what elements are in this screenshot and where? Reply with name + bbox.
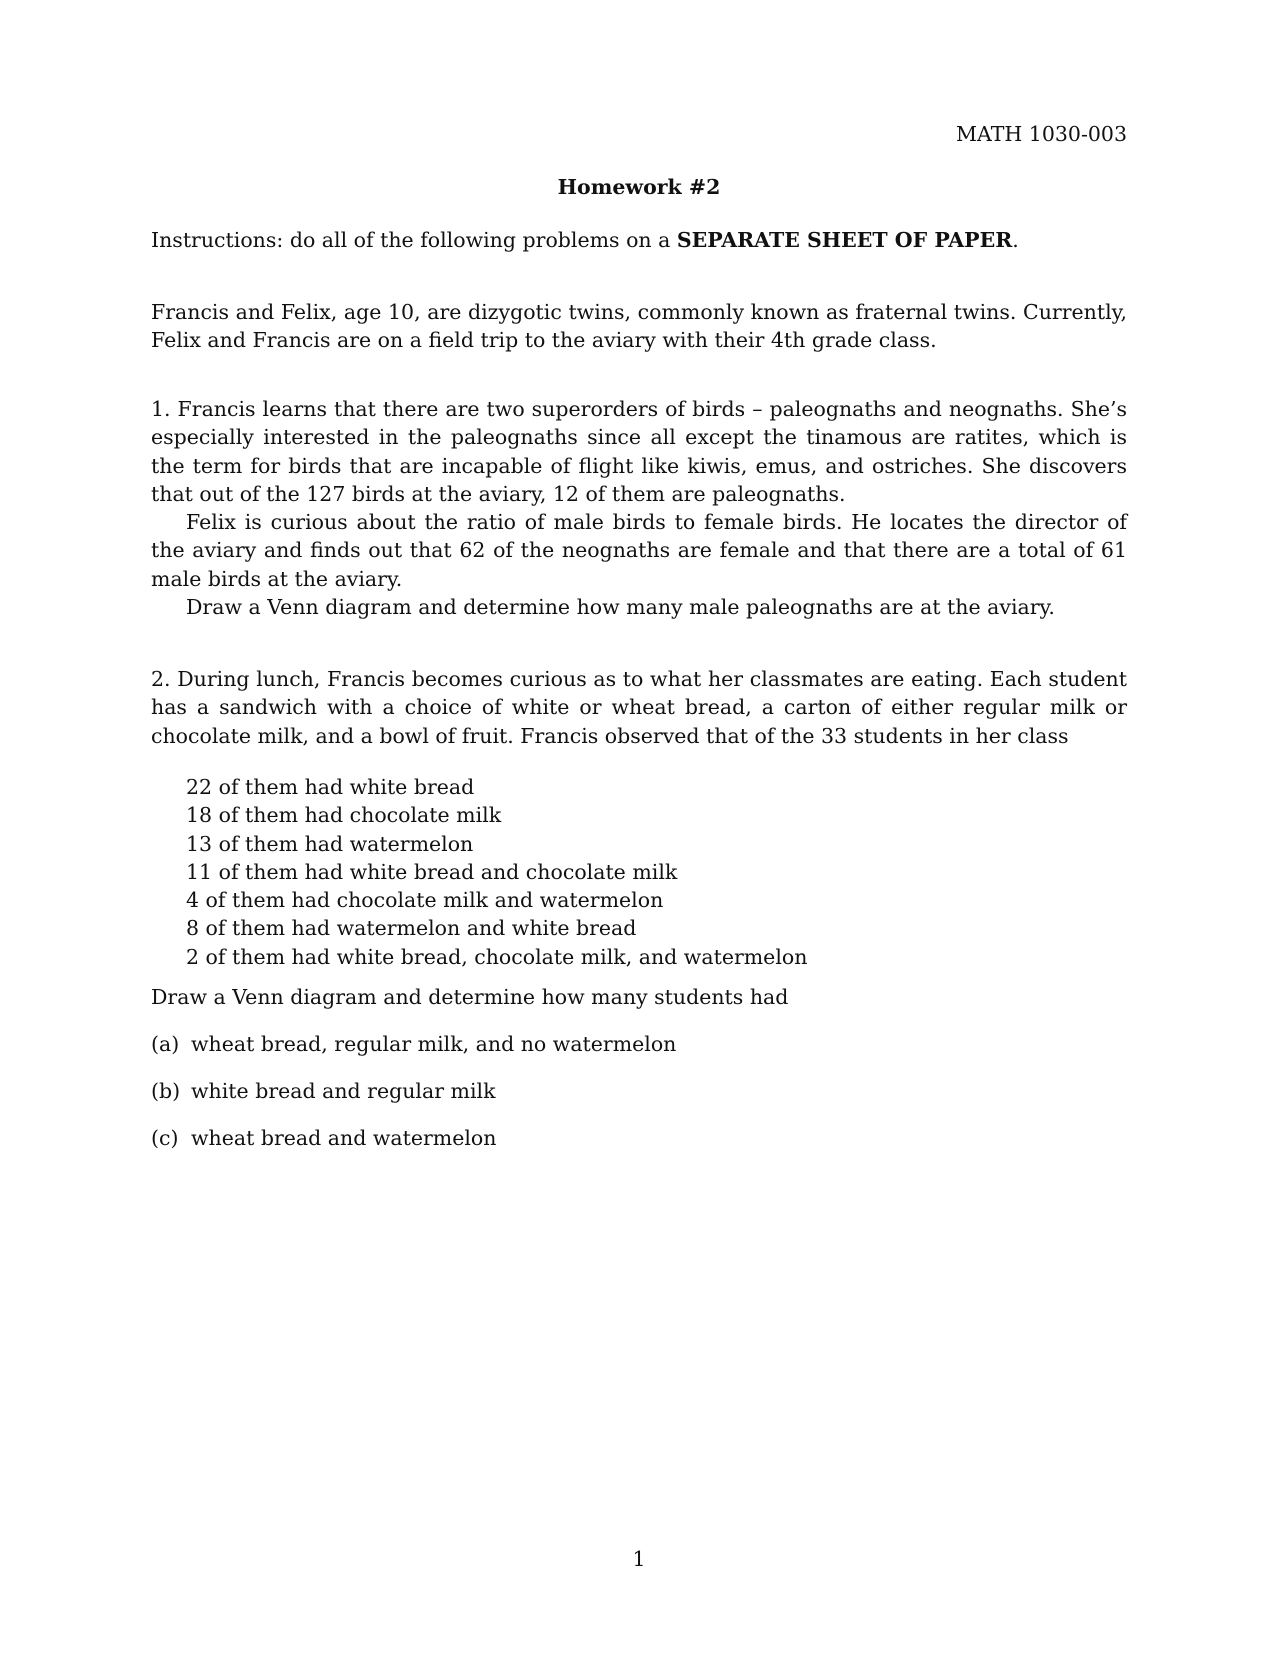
part-text: wheat bread and watermelon	[191, 1126, 497, 1150]
instructions-suffix: .	[1012, 228, 1019, 252]
fact-item: 13 of them had watermelon	[186, 831, 474, 856]
problem-1	[151, 395, 1127, 621]
problem-2-parts	[151, 1030, 676, 1171]
fact-item: 18 of them had chocolate milk	[186, 803, 502, 828]
homework-page	[151, 0, 1127, 1656]
fact-item: 8 of them had watermelon and white bread	[186, 916, 637, 941]
instructions-emphasis: SEPARATE SHEET OF PAPER	[676, 228, 1013, 252]
problem-2-facts	[186, 773, 807, 971]
page-number: 1	[632, 1547, 646, 1571]
part-item-b	[151, 1077, 676, 1124]
fact-item: 11 of them had white bread and chocolate milk	[186, 859, 678, 884]
part-label: (a)	[151, 1032, 180, 1056]
problem-2-intro: 2. During lunch, Francis becomes curious as to what her classmates are eating. Each student has a sandwich with a choice of white or wheat bread, a carton of either regular milk or chocolate milk, and a bowl of fruit. Francis observed that of the 33 students in her class	[151, 667, 1127, 748]
course-code: MATH 1030-003	[956, 122, 1127, 146]
part-label: (c)	[151, 1126, 179, 1150]
problem-1-paragraph-2: Felix is curious about the ratio of male birds to female birds. He locates the director of the aviary and finds out that 62 of the neognaths are female and that there are a total of 61 male birds at the aviary.	[151, 510, 1127, 591]
part-text: wheat bread, regular milk, and no watermelon	[191, 1032, 677, 1056]
part-item-c	[151, 1124, 676, 1171]
problem-2-question: Draw a Venn diagram and determine how many students had	[151, 985, 789, 1009]
instructions-prefix: Instructions: do all of the following problems on a	[151, 228, 677, 252]
fact-item: 4 of them had chocolate milk and watermelon	[186, 888, 664, 913]
fact-item: 22 of them had white bread	[186, 775, 475, 799]
part-item-a	[151, 1030, 676, 1077]
fact-item: 2 of them had white bread, chocolate milk, and watermelon	[186, 944, 808, 969]
problem-1-paragraph-1: 1. Francis learns that there are two superorders of birds – paleognaths and neognaths. She’s especially interested in the paleognaths since all except the tinamous are ratites, which is the term for birds that are incapable of flight like kiwis, emus, and ostriches. She discovers that out of the 127 birds at the aviary, 12 of them are paleognaths.	[151, 397, 1127, 506]
part-label: (b)	[151, 1079, 181, 1103]
intro-paragraph: Francis and Felix, age 10, are dizygotic twins, commonly known as fraternal twins. Currently, Felix and Francis are on a field trip to the aviary with their 4th grade class.	[151, 300, 1127, 353]
page-title: Homework #2	[557, 175, 721, 199]
part-text: white bread and regular milk	[191, 1079, 496, 1103]
instructions	[151, 226, 1127, 254]
problem-1-question: Draw a Venn diagram and determine how many male paleognaths are at the aviary.	[186, 595, 1055, 620]
